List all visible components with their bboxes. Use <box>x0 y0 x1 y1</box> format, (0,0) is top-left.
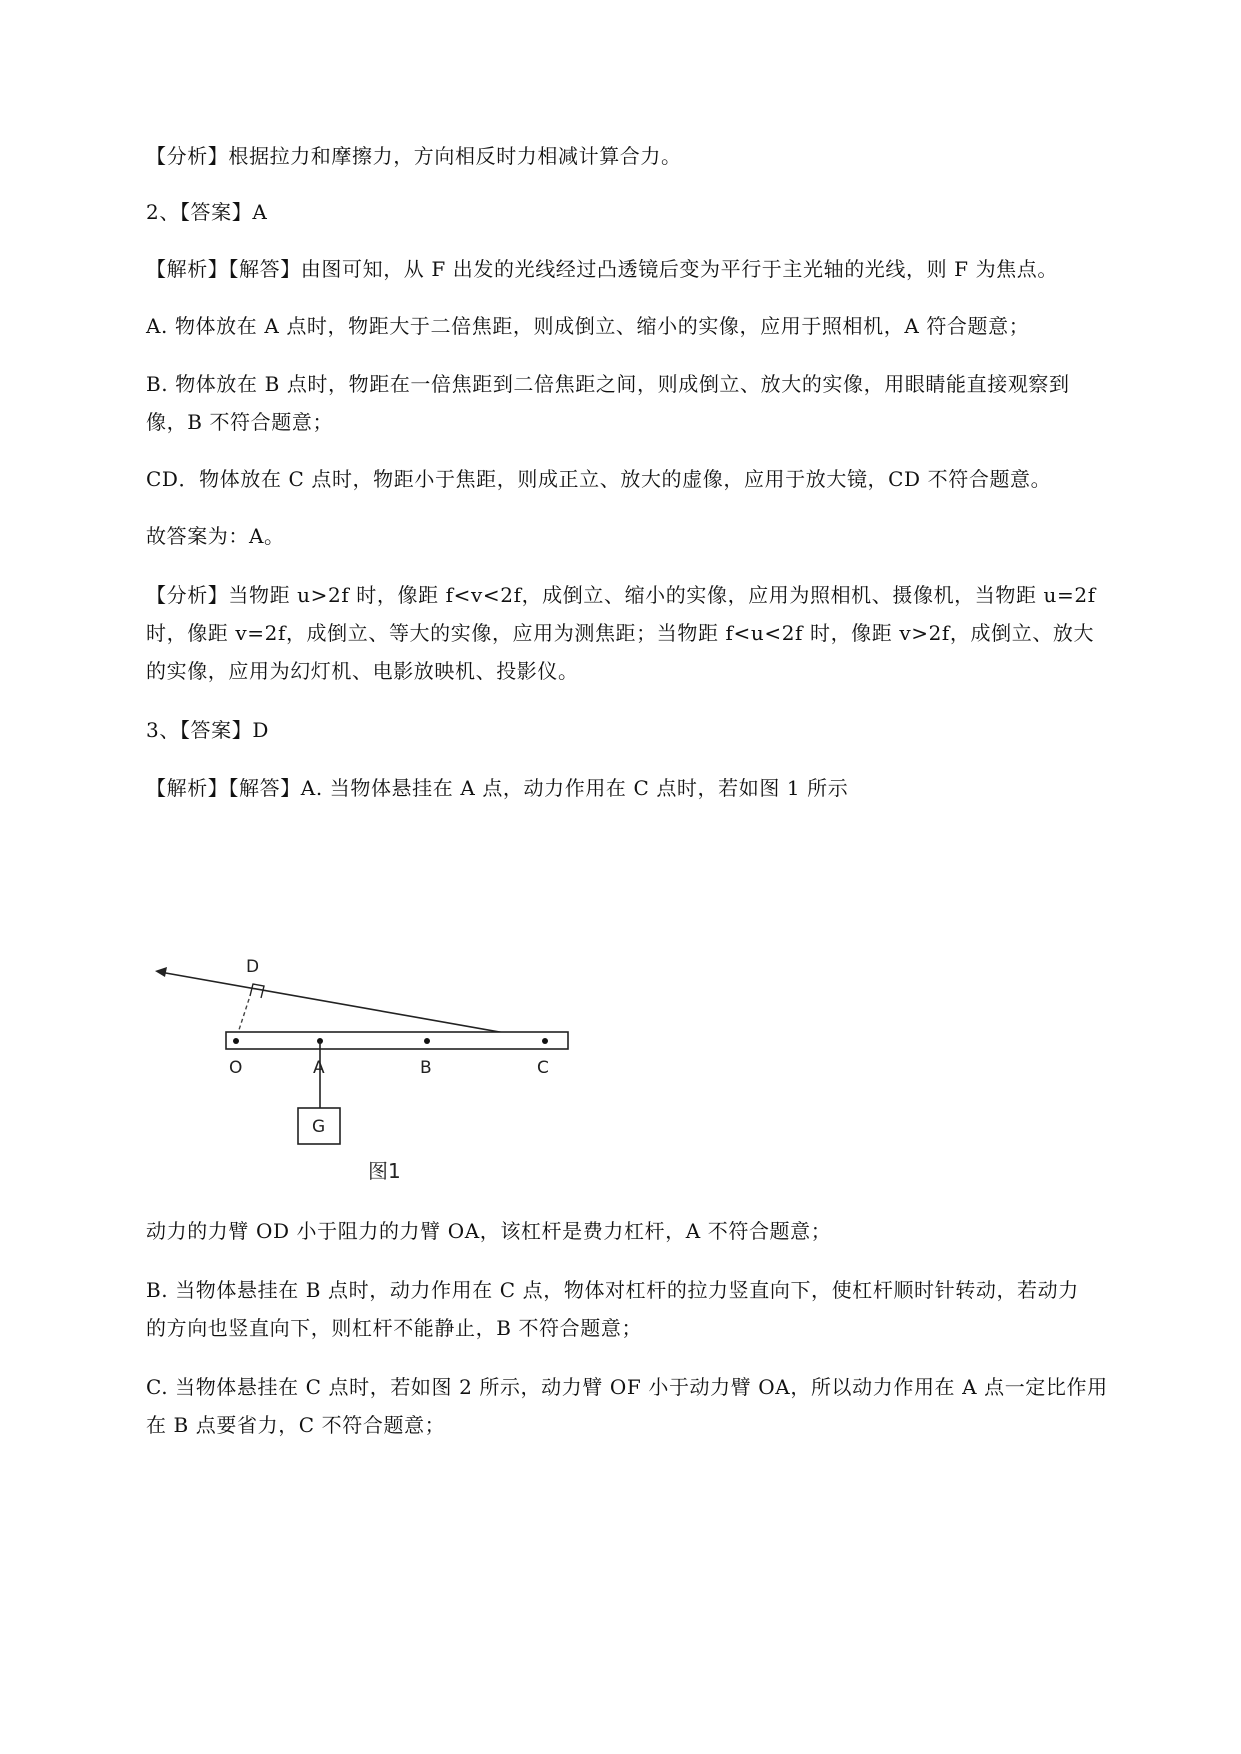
text-line: C. 当物体悬挂在 C 点时，若如图 2 所示，动力臂 OF 小于动力臂 OA，所以动力作用在 A 点一定比作用 <box>146 1375 1108 1399</box>
lever-bar <box>226 1032 568 1049</box>
text-line: CD．物体放在 C 点时，物距小于焦距，则成正立、放大的虚像，应用于放大镜，CD 不符合题意。 <box>146 467 1052 491</box>
label-c: C <box>537 1058 549 1078</box>
force-arrowhead <box>155 967 167 977</box>
text-line: 在 B 点要省力，C 不符合题意； <box>146 1413 446 1437</box>
right-angle-marker <box>250 984 264 998</box>
text-line: B. 当物体悬挂在 B 点时，动力作用在 C 点，物体对杠杆的拉力竖直向下，使杠杆顺时针转动，若动力 <box>146 1278 1079 1302</box>
text-line: 动力的力臂 OD 小于阻力的力臂 OA，该杠杆是费力杠杆，A 不符合题意； <box>146 1219 832 1243</box>
text-line: 的方向也竖直向下，则杠杆不能静止，B 不符合题意； <box>146 1316 643 1340</box>
text-line: 【解析】【解答】A. 当物体悬挂在 A 点，动力作用在 C 点时，若如图 1 所示 <box>146 776 849 800</box>
text-line: 的实像，应用为幻灯机、电影放映机、投影仪。 <box>146 659 579 683</box>
point-o <box>233 1038 239 1044</box>
text-line: 2、【答案】A <box>146 200 268 224</box>
label-o: O <box>229 1058 243 1078</box>
point-c <box>542 1038 548 1044</box>
lever-figure <box>150 950 590 1190</box>
text-line: 故答案为：A。 <box>146 524 285 548</box>
text-line: A. 物体放在 A 点时，物距大于二倍焦距，则成倒立、缩小的实像，应用于照相机，A 符合题意； <box>146 314 1030 338</box>
figure-caption: 图1 <box>368 1159 401 1183</box>
text-line: 【解析】【解答】由图可知，从 F 出发的光线经过凸透镜后变为平行于主光轴的光线，则 F 为焦点。 <box>146 257 1058 281</box>
label-g: G <box>312 1117 326 1137</box>
text-line: 【分析】根据拉力和摩擦力，方向相反时力相减计算合力。 <box>146 144 682 168</box>
force-line <box>160 972 545 1040</box>
text-line: B. 物体放在 B 点时，物距在一倍焦距到二倍焦距之间，则成倒立、放大的实像，用眼睛能直接观察到 <box>146 372 1070 396</box>
text-line: 时，像距 v=2f，成倒立、等大的实像，应用为测焦距；当物距 f<u<2f 时，像距 v>2f，成倒立、放大 <box>146 621 1095 645</box>
point-b <box>424 1038 430 1044</box>
label-a: A <box>313 1058 325 1078</box>
text-line: 3、【答案】D <box>146 718 269 742</box>
lever-diagram <box>150 950 590 1190</box>
moment-arm-od <box>237 996 250 1036</box>
text-line: 【分析】当物距 u>2f 时，像距 f<v<2f，成倒立、缩小的实像，应用为照相机、摄像机，当物距 u=2f <box>146 583 1096 607</box>
label-b: B <box>420 1058 432 1078</box>
label-d: D <box>246 957 260 977</box>
text-line: 像，B 不符合题意； <box>146 410 334 434</box>
